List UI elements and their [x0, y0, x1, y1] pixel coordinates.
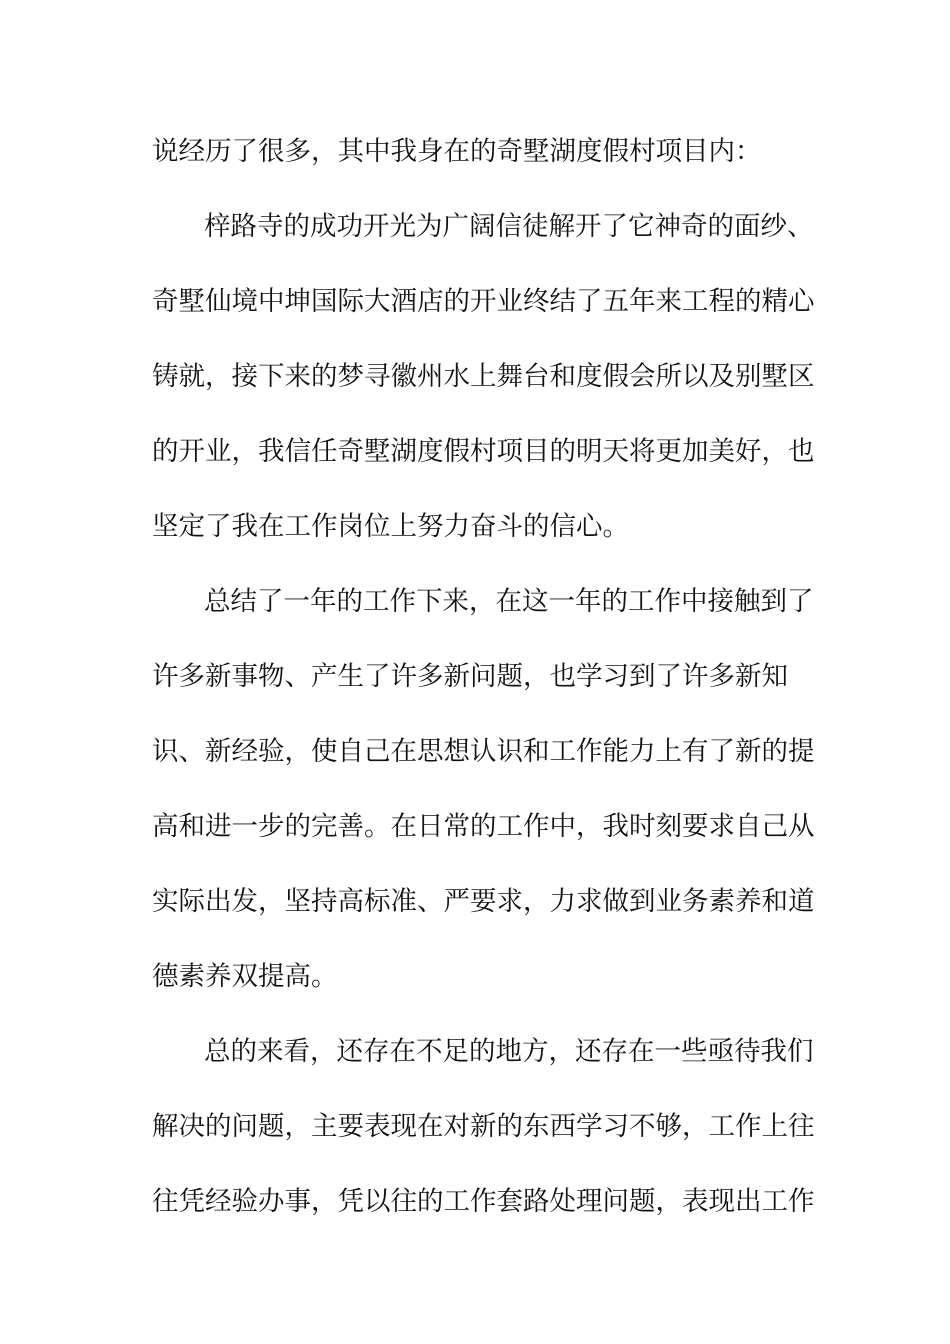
text-line: 解决的问题，主要表现在对新的东西学习不够，工作上往 [152, 1111, 815, 1142]
text-line: 许多新事物、产生了许多新问题，也学习到了许多新知 [152, 661, 788, 692]
paragraph-start-line: 总结了一年的工作下来，在这一年的工作中接触到了 [204, 586, 814, 617]
text-line: 铸就，接下来的梦寻徽州水上舞台和度假会所以及别墅区 [152, 361, 815, 392]
text-line: 说经历了很多，其中我身在的奇墅湖度假村项目内： [152, 136, 762, 167]
text-line: 德素养双提高。 [152, 961, 338, 992]
text-line: 的开业，我信任奇墅湖度假村项目的明天将更加美好，也 [152, 436, 815, 467]
text-line: 奇墅仙境中坤国际大酒店的开业终结了五年来工程的精心 [152, 286, 815, 317]
text-line: 高和进一步的完善。在日常的工作中，我时刻要求自己从 [152, 811, 815, 842]
text-line: 实际出发，坚持高标准、严要求，力求做到业务素养和道 [152, 886, 815, 917]
text-line: 识、新经验，使自己在思想认识和工作能力上有了新的提 [152, 736, 815, 767]
text-line: 坚定了我在工作岗位上努力奋斗的信心。 [152, 511, 629, 542]
text-line: 往凭经验办事，凭以往的工作套路处理问题，表现出工作 [152, 1186, 815, 1217]
paragraph-start-line: 梓路寺的成功开光为广阔信徒解开了它神奇的面纱、 [204, 211, 814, 242]
paragraph-start-line: 总的来看，还存在不足的地方，还存在一些亟待我们 [204, 1036, 814, 1067]
